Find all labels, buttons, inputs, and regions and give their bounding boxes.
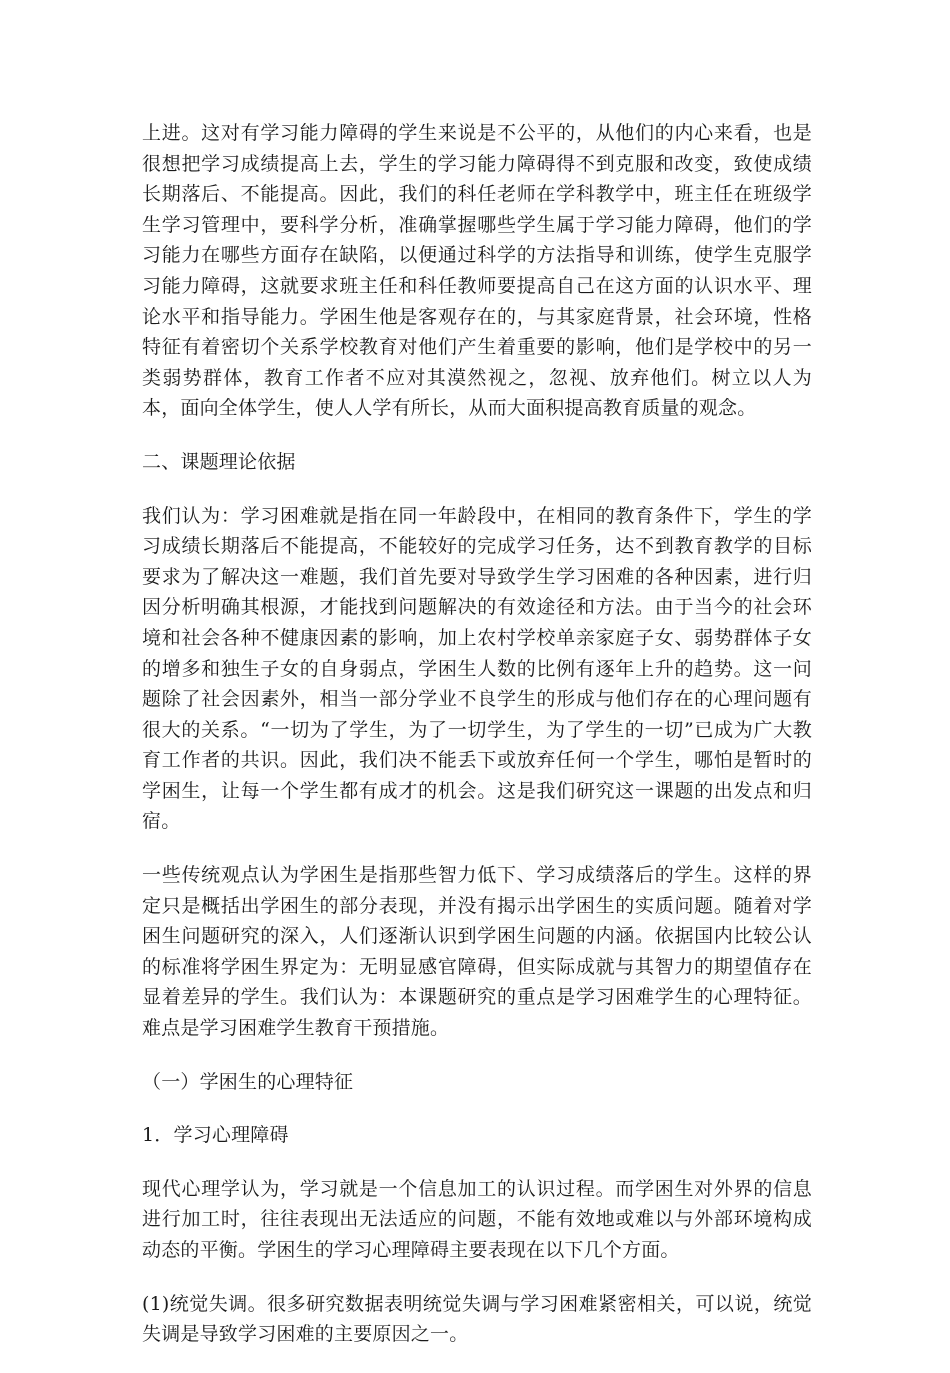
paragraph-apperception-disorder: (1)统觉失调。很多研究数据表明统觉失调与学习困难紧密相关，可以说，统觉失调是导致学习困难的主要原因之一。 xyxy=(142,1292,812,1346)
paragraph-intro-continuation: 上进。这对有学习能力障碍的学生来说是不公平的，从他们的内心来看，也是很想把学习成绩提高上去，学生的学习能力障碍得不到克服和改变，致使成绩长期落后、不能提高。因此，我们的科任老师在学科教学中，班主任在班级学生学习管理中，要科学分析，准确掌握哪些学生属于学习能力障碍，他们的学习能力在哪些方面存在缺陷，以便通过科学的方法指导和训练，使学生克服学习能力障碍，这就要求班主任和科任教师要提高自己在这方面的认识水平、理论水平和指导能力。学困生他是客观存在的，与其家庭背景，社会环境，性格特征有着密切个关系学校教育对他们产生着重要的影响，他们是学校中的另一类弱势群体，教育工作者不应对其漠然视之，忽视、放弃他们。树立以人为本，面向全体学生，使人人学有所长，从而大面积提高教育质量的观念。 xyxy=(142,122,812,420)
document-body xyxy=(142,118,812,1373)
subsection-heading-psychological-traits: （一）学困生的心理特征 xyxy=(142,1070,354,1093)
paragraph-modern-psychology: 现代心理学认为，学习就是一个信息加工的认识过程。而学困生对外界的信息进行加工时，往往表现出无法适应的问题，不能有效地或难以与外部环境构成动态的平衡。学困生的学习心理障碍主要表现在以下几个方面。 xyxy=(142,1177,812,1261)
paragraph-learning-difficulty-definition: 我们认为：学习困难就是指在同一年龄段中，在相同的教育条件下，学生的学习成绩长期落后不能提高，不能较好的完成学习任务，达不到教育教学的目标要求为了解决这一难题，我们首先要对导致学生学习困难的各种因素，进行归因分析明确其根源，才能找到问题解决的有效途径和方法。由于当今的社会环境和社会各种不健康因素的影响，加上农村学校单亲家庭子女、弱势群体子女的增多和独生子女的自身弱点，学困生人数的比例有逐年上升的趋势。这一问题除了社会因素外，相当一部分学业不良学生的形成与他们存在的心理问题有很大的关系。“一切为了学生，为了一切学生，为了学生的一切”已成为广大教育工作者的共识。因此，我们决不能丢下或放弃任何一个学生，哪怕是暂时的学困生，让每一个学生都有成才的机会。这是我们研究这一课题的出发点和归宿。 xyxy=(142,504,812,833)
subsection-heading-learning-barriers: 1．学习心理障碍 xyxy=(142,1124,289,1147)
section-heading-theory-basis: 二、课题理论依据 xyxy=(142,450,296,473)
paragraph-traditional-views: 一些传统观点认为学困生是指那些智力低下、学习成绩落后的学生。这样的界定只是概括出学困生的部分表现，并没有揭示出学困生的实质问题。随着对学困生问题研究的深入，人们逐渐认识到学困生问题的内涵。依据国内比较公认的标准将学困生界定为：无明显感官障碍，但实际成就与其智力的期望值存在显着差异的学生。我们认为：本课题研究的重点是学习困难学生的心理特征。难点是学习困难学生教育干预措施。 xyxy=(142,864,812,1040)
